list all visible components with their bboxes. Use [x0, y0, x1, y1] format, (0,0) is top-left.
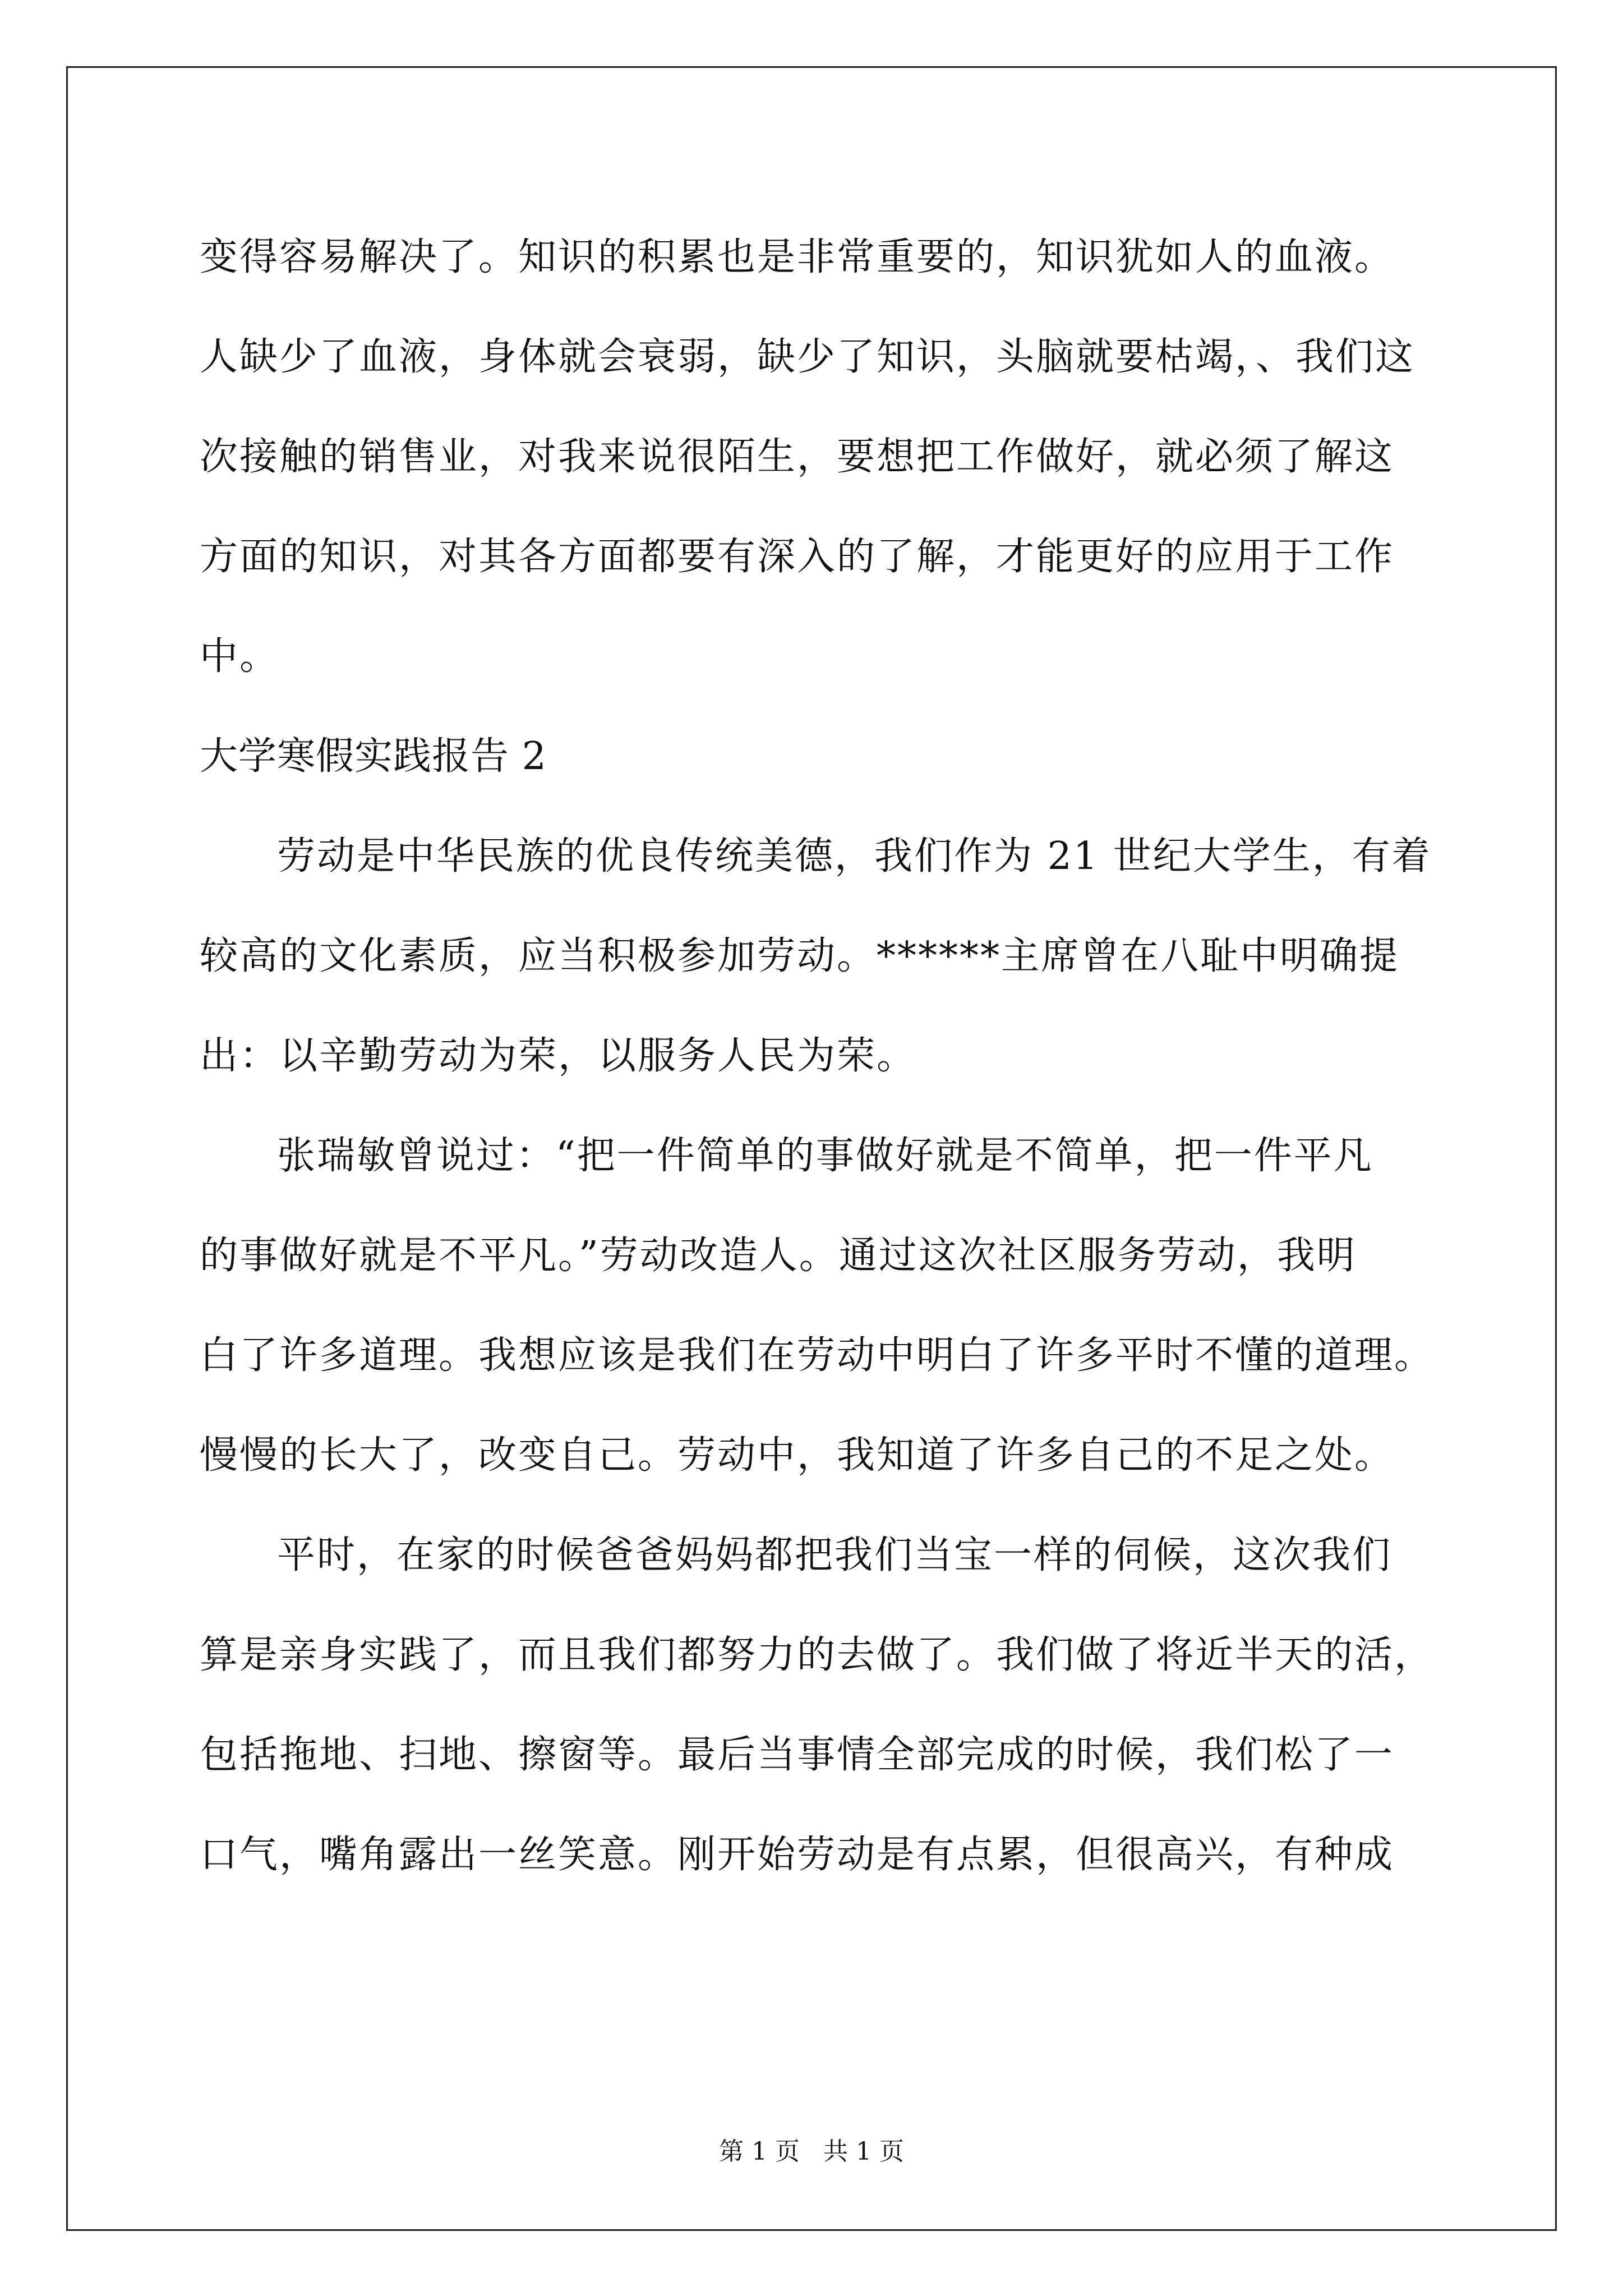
text-line: 包括拖地、扫地、擦窗等。最后当事情全部完成的时候，我们松了一 — [200, 1733, 1395, 1777]
document-body — [200, 208, 1433, 1905]
text-line: 慢慢的长大了，改变自己。劳动中，我知道了许多自己的不足之处。 — [200, 1433, 1395, 1478]
text-line: 白了许多道理。我想应该是我们在劳动中明白了许多平时不懂的道理。 — [200, 1333, 1435, 1378]
text-line: 算是亲身实践了，而且我们都努力的去做了。我们做了将近半天的活， — [200, 1633, 1435, 1677]
text-line: 劳动是中华民族的优良传统美德，我们作为 21 世纪大学生，有着 — [277, 834, 1432, 878]
page-footer: 第 1 页 共 1 页 — [719, 2137, 904, 2166]
text-line: 人缺少了血液，身体就会衰弱，缺少了知识，头脑就要枯竭，、我们这 — [200, 335, 1415, 379]
text-line: 较高的文化素质，应当积极参加劳动。******主席曾在八耻中明确提 — [200, 934, 1400, 978]
text-line: 张瑞敏曾说过：“把一件简单的事做好就是不简单，把一件平凡 — [277, 1134, 1373, 1178]
text-line: 变得容易解决了。知识的积累也是非常重要的，知识犹如人的血液。 — [200, 235, 1395, 279]
text-line: 平时，在家的时候爸爸妈妈都把我们当宝一样的伺候，这次我们 — [277, 1533, 1393, 1577]
text-line: 次接触的销售业，对我来说很陌生，要想把工作做好，就必须了解这 — [200, 435, 1395, 479]
text-line: 方面的知识，对其各方面都要有深入的了解，才能更好的应用于工作 — [200, 535, 1395, 579]
text-line: 出：以辛勤劳动为荣，以服务人民为荣。 — [200, 1034, 917, 1078]
text-line: 中。 — [200, 634, 280, 679]
text-line: 的事做好就是不平凡。”劳动改造人。通过这次社区服务劳动，我明 — [200, 1234, 1357, 1278]
section-heading: 大学寒假实践报告 2 — [200, 734, 547, 779]
text-line: 口气，嘴角露出一丝笑意。刚开始劳动是有点累，但很高兴，有种成 — [200, 1833, 1395, 1877]
